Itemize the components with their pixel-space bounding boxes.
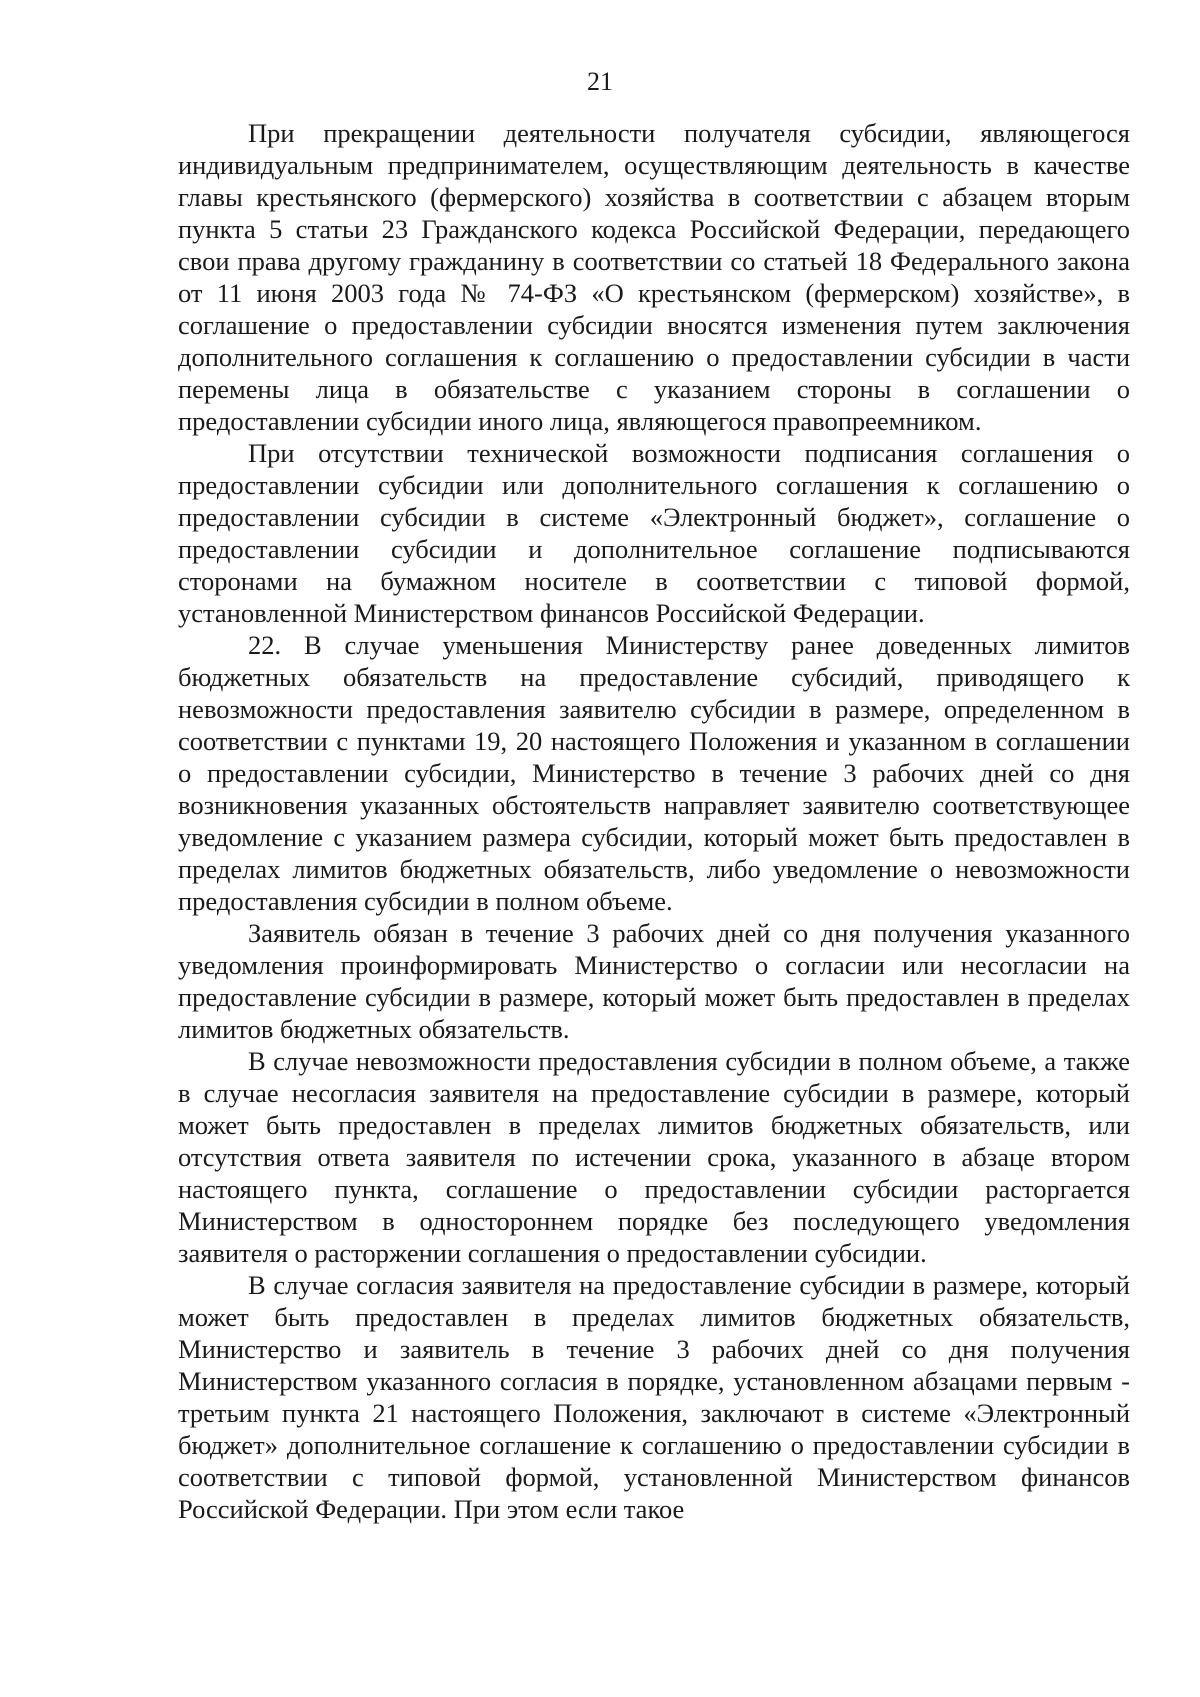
- page-number: 21: [587, 67, 613, 96]
- document-body: [178, 117, 1130, 1525]
- paragraph-succession: При прекращении деятельности получателя субсидии, являющегося индивидуальным предпринимателем, осуществляющим деятельность в качестве главы крестьянского (фермерского) хозяйства в соответствии с абзацем вторым пункта 5 статьи 23 Гражданского кодекса Российской Федерации, передающего свои права другому гражданину в соответствии со статьей 18 Федерального закона от 11 июня 2003 года № 74-ФЗ «О крестьянском (фермерском) хозяйстве», в соглашение о предоставлении субсидии вносятся изменения путем заключения дополнительного соглашения к соглашению о предоставлении субсидии в части перемены лица в обязательстве с указанием стороны в соглашении о предоставлении субсидии иного лица, являющегося правопреемником.: [178, 118, 1130, 436]
- paragraph-applicant-response: Заявитель обязан в течение 3 рабочих дней со дня получения указанного уведомления проинформировать Министерство о согласии или несогласии на предоставление субсидии в размере, который может быть предоставлен в пределах лимитов бюджетных обязательств.: [178, 918, 1130, 1044]
- paragraph-paper-signing: При отсутствии технической возможности подписания соглашения о предоставлении субсидии или дополнительного соглашения к соглашению о предоставлении субсидии в системе «Электронный бюджет», соглашение о предоставлении субсидии и дополнительное соглашение подписываются сторонами на бумажном носителе в соответствии с типовой формой, установленной Министерством финансов Российской Федерации.: [178, 438, 1130, 628]
- paragraph-termination: В случае невозможности предоставления субсидии в полном объеме, а также в случае несогласия заявителя на предоставление субсидии в размере, который может быть предоставлен в пределах лимитов бюджетных обязательств, или отсутствия ответа заявителя по истечении срока, указанного в абзаце втором настоящего пункта, соглашение о предоставлении субсидии расторгается Министерством в одностороннем порядке без последующего уведомления заявителя о расторжении соглашения о предоставлении субсидии.: [178, 1046, 1130, 1268]
- paragraph-item-22: 22. В случае уменьшения Министерству ранее доведенных лимитов бюджетных обязательств на предоставление субсидий, приводящего к невозможности предоставления заявителю субсидии в размере, определенном в соответствии с пунктами 19, 20 настоящего Положения и указанном в соглашении о предоставлении субсидии, Министерство в течение 3 рабочих дней со дня возникновения указанных обстоятельств направляет заявителю соответствующее уведомление с указанием размера субсидии, который может быть предоставлен в пределах лимитов бюджетных обязательств, либо уведомление о невозможности предоставления субсидии в полном объеме.: [178, 630, 1130, 916]
- paragraph-consent: В случае согласия заявителя на предоставление субсидии в размере, который может быть предоставлен в пределах лимитов бюджетных обязательств, Министерство и заявитель в течение 3 рабочих дней со дня получения Министерством указанного согласия в порядке, установленном абзацами первым - третьим пункта 21 настоящего Положения, заключают в системе «Электронный бюджет» дополнительное соглашение к соглашению о предоставлении субсидии в соответствии с типовой формой, установленной Министерством финансов Российской Федерации. При этом если такое: [178, 1270, 1130, 1524]
